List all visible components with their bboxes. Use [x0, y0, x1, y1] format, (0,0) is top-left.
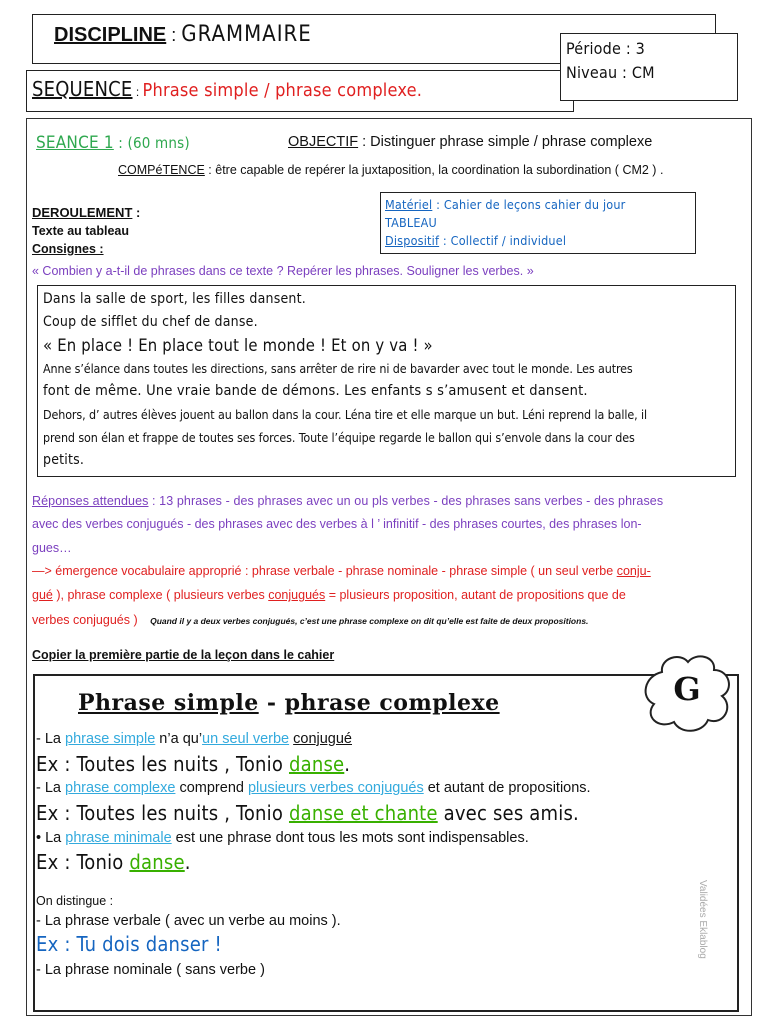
dispositif-label: Dispositif — [385, 233, 440, 248]
lecon-rule-5: - La phrase nominale ( sans verbe ) — [36, 962, 265, 978]
r2-plusieurs-verbes: plusieurs verbes conjugués — [247, 780, 424, 796]
competence-line — [118, 163, 663, 177]
texte-line-1: Dans la salle de sport, les filles dansent. — [43, 291, 306, 307]
texte-line-3: « En place ! En place tout le monde ! Et on y va ! » — [43, 336, 433, 355]
emergence-line-1 — [32, 564, 651, 578]
materiel-line — [385, 197, 626, 212]
ex3-verb: danse — [129, 850, 185, 874]
ex2-c: avec ses amis. — [437, 801, 579, 825]
ex1-a: Ex : Toutes les nuits , Tonio — [36, 752, 289, 776]
discipline-separator: : — [166, 25, 182, 45]
emergence-line-2 — [32, 588, 626, 602]
lecon-example-3 — [36, 850, 191, 874]
niveau-label: Niveau : CM — [566, 63, 655, 82]
materiel-value: : Cahier de leçons cahier du jour — [432, 197, 626, 212]
ex1-c: . — [344, 752, 351, 776]
lecon-title-sep: - — [258, 690, 285, 716]
ex2-verbs: danse et chante — [288, 801, 438, 825]
ex3-a: Ex : Tonio — [36, 850, 130, 874]
objectif-line — [288, 134, 652, 150]
reponses-text-1: : 13 phrases - des phrases avec un ou pls verbes - des phrases sans verbes - des phrases — [148, 494, 664, 508]
sequence-label: SEQUENCE — [32, 77, 133, 101]
consigne-question: « Combien y a-t-il de phrases dans ce texte ? Repérer les phrases. Souligner les verbes. » — [32, 264, 534, 278]
texte-line-8: petits. — [43, 452, 85, 468]
emergence-text-2b: ), phrase complexe ( plusieurs verbes — [52, 588, 269, 602]
r1-phrase-simple: phrase simple — [65, 731, 156, 747]
r2-phrase-complexe: phrase complexe — [65, 780, 176, 796]
texte-line-2: Coup de sifflet du chef de danse. — [43, 314, 258, 330]
ex2-a: Ex : Toutes les nuits , Tonio — [36, 801, 289, 825]
emergence-text-1b: conju- — [616, 564, 651, 578]
cloud-badge-letter: G — [673, 670, 701, 708]
seance-line — [36, 133, 190, 153]
r1-conjugue: conjugué — [293, 731, 352, 747]
ex1-verb: danse — [288, 752, 345, 776]
competence-label: COMPéTENCE — [118, 163, 205, 177]
tableau-label: TABLEAU — [385, 215, 437, 230]
lecon-rule-2 — [36, 780, 591, 796]
emergence-note: Quand il y a deux verbes conjugués, c’est une phrase complexe on dit qu’elle est faite de deux propositions. — [150, 616, 589, 626]
reponses-label: Réponses attendues — [32, 494, 149, 508]
discipline-label: DISCIPLINE — [54, 24, 167, 46]
texte-line-7: prend son élan et frappe de toutes ses forces. Toute l’équipe regarde le ballon qui s’envole dans la cour des — [43, 430, 635, 445]
discipline-line — [54, 22, 312, 47]
r2-c: comprend — [175, 780, 248, 796]
lecon-rule-1 — [36, 731, 352, 747]
lecon-title-b: phrase complexe — [284, 690, 500, 716]
reponses-line-3: gues… — [32, 541, 72, 555]
emergence-text-2d: = plusieurs proposition, autant de propositions que de — [325, 588, 626, 602]
objectif-value: : Distinguer phrase simple / phrase complexe — [358, 134, 653, 150]
materiel-label: Matériel — [385, 197, 433, 212]
dispositif-value: : Collectif / individuel — [439, 233, 567, 248]
lecon-rule-4: - La phrase verbale ( avec un verbe au moins ). — [36, 913, 341, 929]
emergence-text-2a: gué — [32, 588, 53, 602]
r1-un-seul-verbe: un seul verbe — [202, 731, 290, 747]
discipline-value: GRAMMAIRE — [181, 22, 312, 47]
reponses-line-1 — [32, 494, 663, 508]
texte-line-6: Dehors, d’ autres élèves jouent au ballon dans la cour. Léna tire et elle marque un but. Léni reprend la balle, il — [43, 407, 647, 422]
lecon-example-2 — [36, 801, 579, 825]
seance-label: SEANCE 1 — [36, 133, 114, 153]
texte-au-tableau: Texte au tableau — [32, 224, 130, 238]
deroulement-title — [32, 205, 140, 220]
r3-c: est une phrase dont tous les mots sont indispensables. — [171, 830, 529, 846]
periode-label: Période : 3 — [566, 39, 646, 58]
reponses-line-2: avec des verbes conjugués - des phrases avec des verbes à l ’ infinitif - des phrases courtes, des phrases lon- — [32, 517, 642, 531]
lecon-distingue: On distingue : — [36, 894, 114, 908]
emergence-text-2c: conjugués — [268, 588, 326, 602]
dispositif-line — [385, 233, 566, 248]
sequence-separator: : — [132, 85, 143, 99]
r2-a: - La — [36, 780, 66, 796]
texte-line-5: font de même. Une vraie bande de démons. Les enfants s s’amusent et dansent. — [43, 383, 588, 399]
copier-instruction: Copier la première partie de la leçon dans le cahier — [32, 648, 335, 662]
objectif-label: OBJECTIF — [288, 134, 359, 150]
lecon-title — [78, 690, 500, 716]
ex3-c: . — [184, 850, 191, 874]
watermark: Validées Eklablog — [697, 880, 708, 959]
competence-value: : être capable de repérer la juxtaposition, la coordination la subordination ( CM2 ) . — [204, 163, 664, 177]
r3-a: • La — [36, 830, 66, 846]
lecon-title-a: Phrase simple — [78, 690, 259, 716]
lecon-example-1 — [36, 752, 350, 776]
seance-duration: : (60 mns) — [113, 134, 190, 152]
deroulement-label: DEROULEMENT — [32, 205, 133, 220]
texte-line-4: Anne s’élance dans toutes les directions, sans arrêter de rire ni de bavarder avec tout le monde. Les autres — [43, 361, 633, 376]
emergence-text-3: verbes conjugués ) — [32, 613, 138, 627]
r1-c: n’a qu’ — [155, 731, 203, 747]
lecon-example-4: Ex : Tu dois danser ! — [36, 932, 222, 956]
emergence-text-1a: —> émergence vocabulaire approprié : phrase verbale - phrase nominale - phrase simple ( un seul verbe — [32, 564, 617, 578]
r1-a: - La — [36, 731, 66, 747]
r2-e: et autant de propositions. — [423, 780, 591, 796]
r3-phrase-minimale: phrase minimale — [65, 830, 172, 846]
consignes-label: Consignes : — [32, 242, 104, 256]
sequence-line — [32, 77, 422, 101]
deroulement-colon: : — [132, 205, 141, 220]
texte-content — [43, 288, 733, 472]
sequence-title: Phrase simple / phrase complexe. — [142, 80, 423, 101]
emergence-line-3 — [32, 611, 588, 629]
lecon-rule-3 — [36, 830, 529, 846]
